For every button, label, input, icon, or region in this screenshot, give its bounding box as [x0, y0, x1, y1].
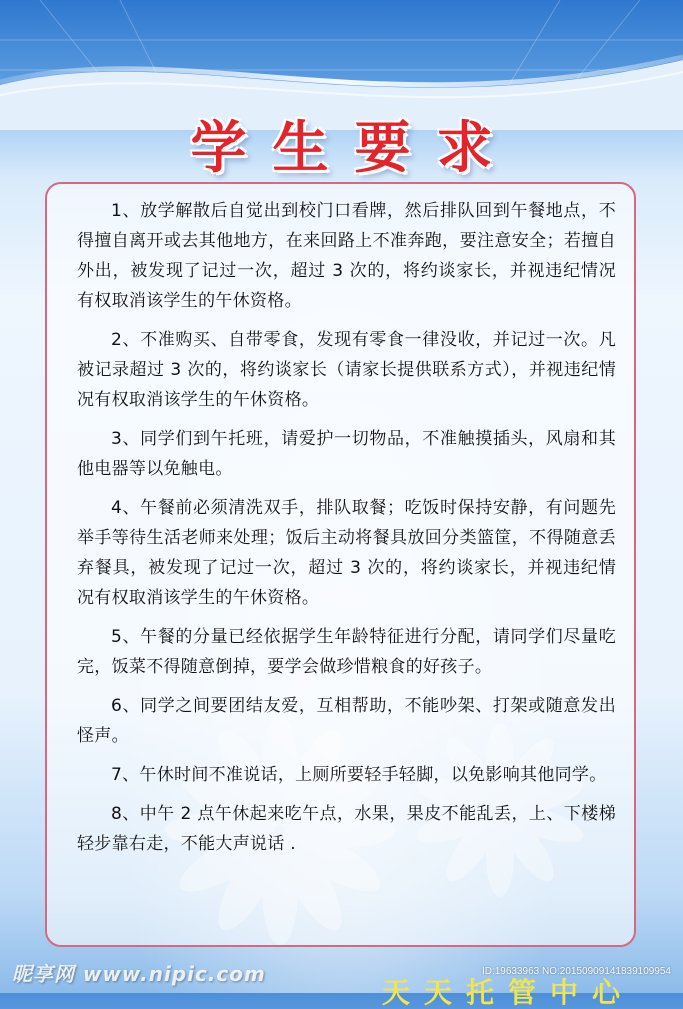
footer-center-name: 天天托管中心 — [382, 976, 635, 1009]
rule-item-5: 5、午餐的分量已经依据学生年龄特征进行分配，请同学们尽量吃完，饭菜不得随意倒掉，要学会做珍惜粮食的好孩子。 — [77, 627, 616, 677]
rules-panel — [45, 182, 636, 947]
rule-item-8: 8、中午 2 点午休起来吃午点，水果，果皮不能乱丢，上、下楼梯轻步靠右走，不能大声说话 . — [77, 804, 616, 854]
watermark-id: ID:19633963 NO:20150909141839109954 — [481, 966, 671, 977]
rule-item-1: 1、放学解散后自觉出到校门口看牌，然后排队回到午餐地点，不得擅自离开或去其他地方，在来回路上不准奔跑，要注意安全；若擅自外出，被发现了记过一次，超过 3 次的，将约谈家长，并视违纪情况有权取消该学生的午休资格。 — [77, 201, 616, 311]
rule-item-7: 7、午休时间不准说话，上厕所要轻手轻脚，以免影响其他同学。 — [111, 765, 607, 785]
rule-item-6: 6、同学之间要团结友爱，互相帮助，不能吵架、打架或随意发出怪声。 — [77, 696, 616, 746]
rule-item-2: 2、不准购买、自带零食，发现有零食一律没收，并记过一次。凡被记录超过 3 次的，将约谈家长（请家长提供联系方式），并视违纪情况有权取消该学生的午休资格。 — [77, 330, 616, 410]
watermark-logo: 昵享网 www.nipic.com — [12, 962, 266, 986]
rule-item-4: 4、午餐前必须清洗双手，排队取餐；吃饭时保持安静，有问题先举手等待生活老师来处理；饭后主动将餐具放回分类篮筐，不得随意丢弃餐具，被发现了记过一次，超过 3 次的，将约谈家长，并视违纪情况有权取消该学生的午休资格。 — [77, 498, 616, 608]
rule-item-3: 3、同学们到午托班，请爱护一切物品，不准触摸插头，风扇和其他电器等以免触电。 — [77, 429, 616, 479]
page-title: 学生要求 — [190, 116, 519, 181]
